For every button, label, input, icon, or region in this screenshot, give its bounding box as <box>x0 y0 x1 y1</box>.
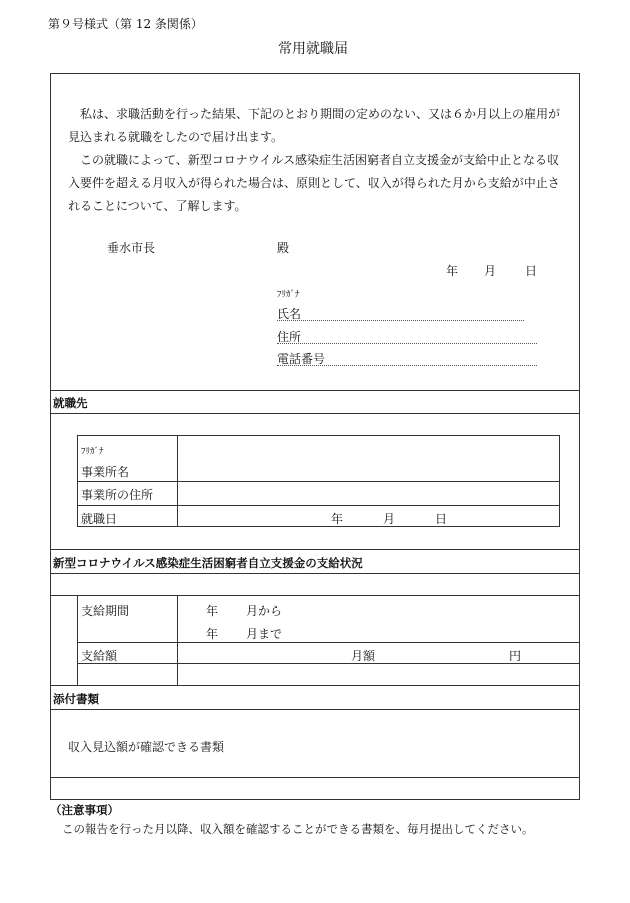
employment-section-title: 就職先 <box>53 396 88 410</box>
applicant-address-label: 住所 <box>277 330 302 344</box>
office-name-label: 事業所名 <box>81 465 130 479</box>
notes-title: （注意事項） <box>50 803 119 817</box>
period-to-year: 年 <box>206 627 219 641</box>
support-amount-label: 支給額 <box>81 649 118 663</box>
form-number: 第９号様式（第 12 条関係） <box>48 17 203 31</box>
declaration-paragraph-1: 私は、求職活動を行った結果、下記のとおり期間の定めのない、又は６か月以上の雇用が見込まれる就職をしたので届け出ます。 <box>68 107 561 144</box>
addressee: 垂水市長 <box>107 241 156 255</box>
date-month-label: 月 <box>484 264 497 278</box>
support-period-label: 支給期間 <box>81 604 130 618</box>
start-day-label: 日 <box>435 512 448 526</box>
applicant-name-label: 氏名 <box>277 307 302 321</box>
honorific: 殿 <box>277 241 290 255</box>
yen-label: 円 <box>509 649 522 663</box>
start-year-label: 年 <box>331 512 344 526</box>
address-line[interactable] <box>277 343 537 344</box>
page-title: 常用就職届 <box>278 41 348 57</box>
date-year-label: 年 <box>446 264 459 278</box>
attachments-section-title: 添付書類 <box>53 692 99 706</box>
declaration-paragraph-2: この就職によって、新型コロナウイルス感染症生活困窮者自立支援金が支給中止となる収入要件を超える月収入が得られた場合は、原則として、収入が得られた月から支給が中止されることについて、了解します。 <box>68 153 560 213</box>
start-date-label: 就職日 <box>81 512 118 526</box>
period-to-month: 月まで <box>246 627 283 641</box>
support-section-title: 新型コロナウイルス感染症生活困窮者自立支援金の支給状況 <box>53 556 363 570</box>
office-furigana-label: ﾌﾘｶﾞﾅ <box>81 447 104 457</box>
period-from-month: 月から <box>246 604 283 618</box>
start-month-label: 月 <box>383 512 396 526</box>
phone-line[interactable] <box>277 365 537 366</box>
office-address-label: 事業所の住所 <box>81 488 154 502</box>
date-day-label: 日 <box>525 264 538 278</box>
attachment-item: 収入見込額が確認できる書類 <box>68 740 225 754</box>
notes-text: この報告を行った月以降、収入額を確認することができる書類を、毎月提出してください。 <box>62 822 534 836</box>
name-line[interactable] <box>277 320 524 321</box>
applicant-furigana-label: ﾌﾘｶﾞﾅ <box>277 290 300 300</box>
period-from-year: 年 <box>206 604 219 618</box>
monthly-label: 月額 <box>351 649 376 663</box>
declaration-text <box>68 103 568 218</box>
applicant-phone-label: 電話番号 <box>277 352 326 366</box>
